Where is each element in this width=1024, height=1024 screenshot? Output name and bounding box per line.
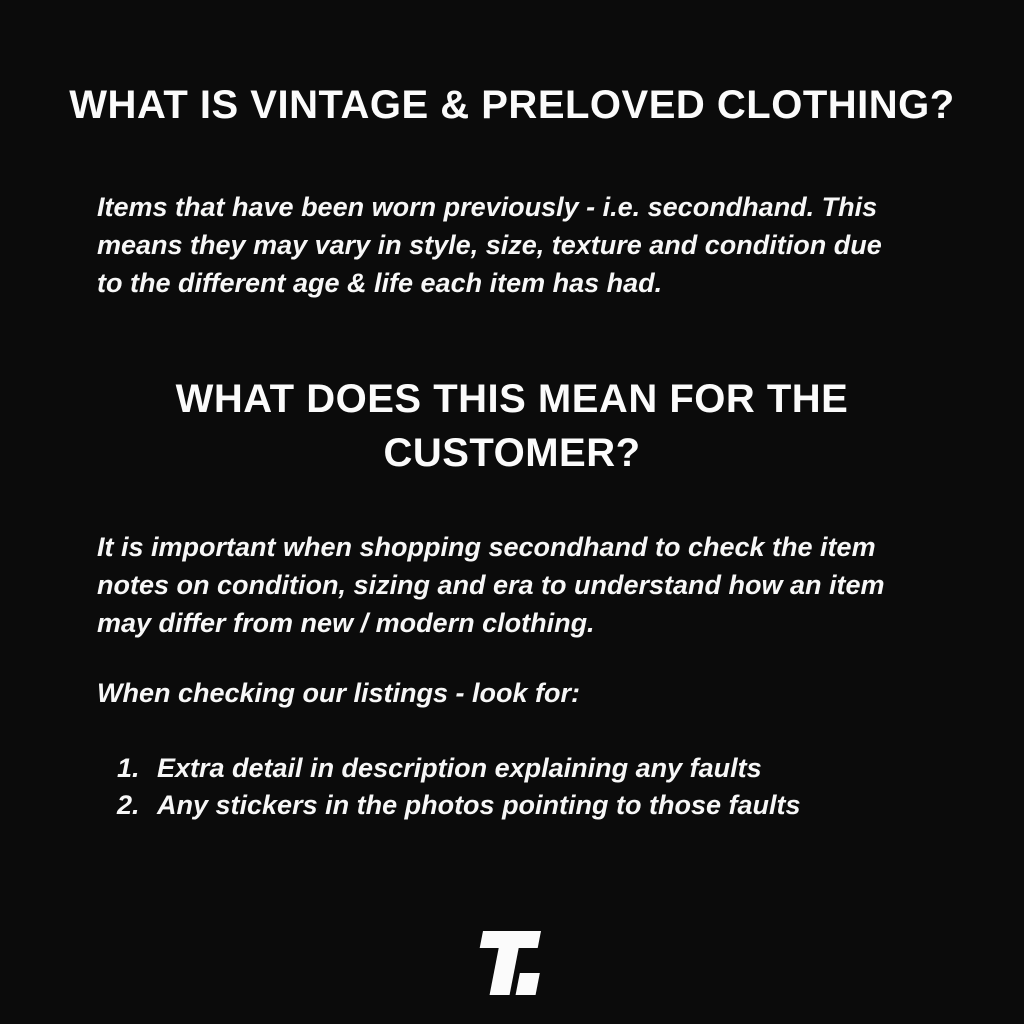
listings-intro-text: When checking our listings - look for: [97,678,581,708]
intro-paragraph [97,188,882,302]
list-item-text: Any stickers in the photos pointing to those faults [157,790,801,820]
brand-logo-t-icon [470,931,554,999]
list-item-number: 1. [117,753,140,783]
page-title: WHAT IS VINTAGE & PRELOVED CLOTHING? [69,83,955,127]
customer-line: It is important when shopping secondhand to check the item [97,532,876,562]
section-heading-line: WHAT DOES THIS MEAN FOR THE [175,377,849,421]
intro-line: to the different age & life each item has had. [97,268,663,298]
customer-paragraph [97,528,885,642]
intro-line: means they may vary in style, size, texture and condition due [97,230,882,260]
section-heading [0,372,1024,480]
list-item [117,787,801,824]
section-heading-line: CUSTOMER? [383,431,641,475]
customer-line: notes on condition, sizing and era to understand how an item [97,570,885,600]
intro-line: Items that have been worn previously - i.e. secondhand. This [97,192,878,222]
checklist [117,750,801,824]
list-item-text: Extra detail in description explaining any faults [157,753,762,783]
list-item [117,750,801,787]
customer-line: may differ from new / modern clothing. [97,608,595,638]
footer [0,931,1024,999]
list-item-number: 2. [117,790,140,820]
